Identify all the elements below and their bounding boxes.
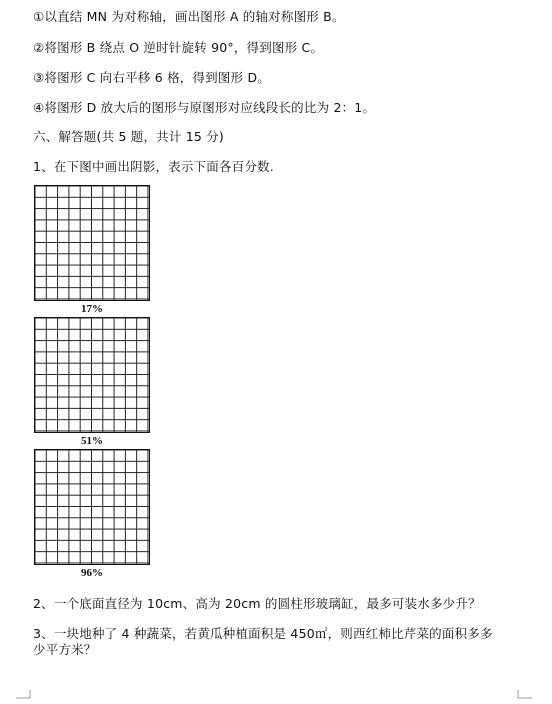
grid-label-3: 96% (81, 567, 103, 579)
question-2: 2、一个底面直径为 10cm、高为 20cm 的圆柱形玻璃缸，最多可装水多少升？ (33, 596, 481, 611)
question-1: 1、在下图中画出阴影，表示下面各百分数. (33, 159, 274, 174)
question-3-line-2: 少平方米？ (33, 642, 97, 657)
section-title: 六、解答题(共 5 题，共计 15 分) (33, 129, 225, 144)
grid-label-2: 51% (81, 435, 103, 447)
instruction-4: ④将图形 D 放大后的图形与原图形对应线段长的比为 2：1。 (33, 100, 376, 115)
instruction-3: ③将图形 C 向右平移 6 格，得到图形 D。 (33, 70, 270, 85)
page-corner-mark-left (12, 688, 36, 704)
hundred-grid-2 (34, 317, 150, 433)
hundred-grid-1 (34, 185, 150, 301)
question-3-line-1: 3、一块地种了 4 种蔬菜，若黄瓜种植面积是 450㎡，则西红柿比芹菜的面积多多 (33, 626, 493, 641)
page-corner-mark-right (512, 688, 536, 704)
instruction-2: ②将图形 B 绕点 O 逆时针旋转 90°，得到图形 C。 (33, 40, 324, 55)
hundred-grid-3 (34, 449, 150, 565)
instruction-1: ①以直结 MN 为对称轴，画出图形 A 的轴对称图形 B。 (33, 9, 345, 24)
grid-label-1: 17% (81, 303, 103, 315)
